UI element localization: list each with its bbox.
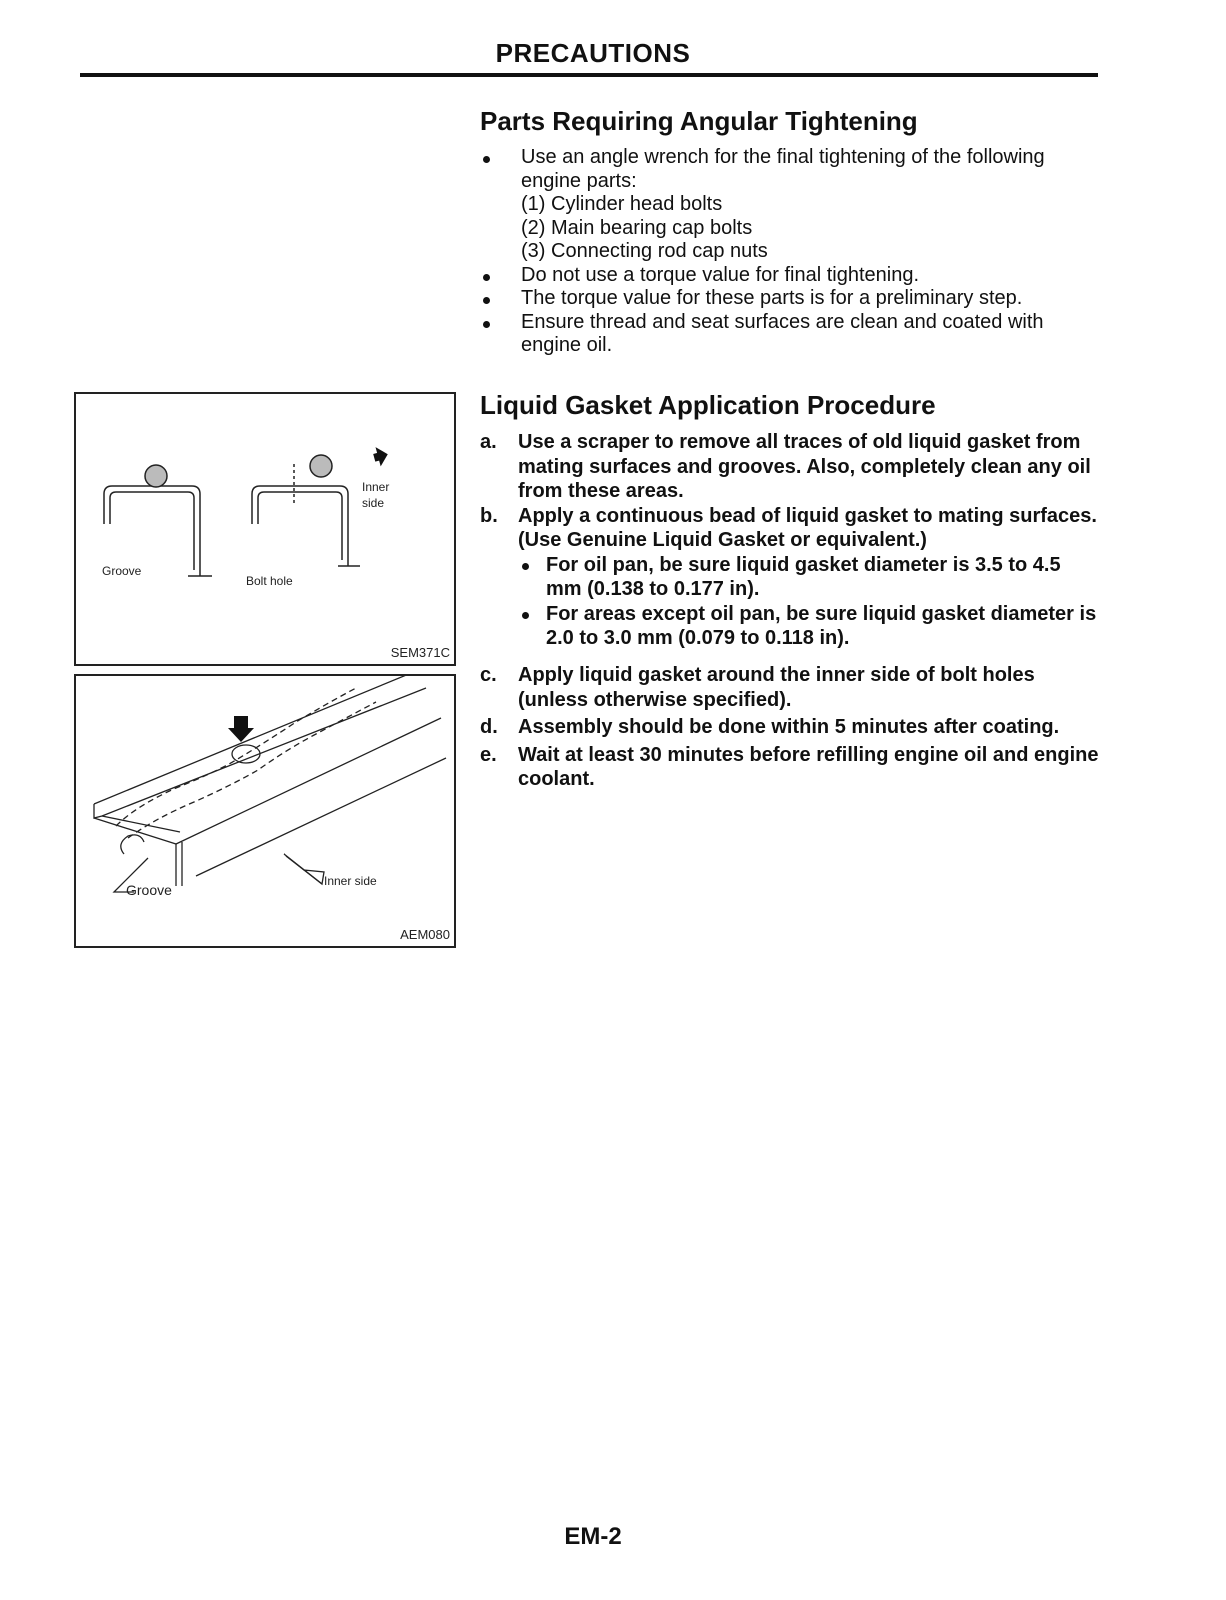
step-text: Assembly should be done within 5 minutes after coating. xyxy=(518,716,1060,738)
arrow-icon xyxy=(372,445,391,468)
sub-item-text: For oil pan, be sure liquid gasket diameter is 3.5 to 4.5 mm (0.138 to 0.177 in). xyxy=(546,553,1061,600)
gasket-bead-drawing xyxy=(76,676,454,946)
figure-gasket-cross-section xyxy=(74,392,456,666)
inner-label-line2: side xyxy=(362,496,385,510)
figure-code: AEM080 xyxy=(400,927,450,942)
figure-code: SEM371C xyxy=(390,645,450,660)
step-letter: d. xyxy=(480,716,498,738)
step-c xyxy=(480,663,1100,712)
sub-item-cylinder-head-bolts: (1) Cylinder head bolts xyxy=(521,193,723,215)
step-letter: c. xyxy=(480,664,497,686)
page-number: EM-2 xyxy=(564,1523,622,1550)
section-title-liquid-gasket: Liquid Gasket Application Procedure xyxy=(480,390,936,420)
step-letter: a. xyxy=(480,431,497,453)
liquid-gasket-steps-top xyxy=(480,430,1100,651)
list-item xyxy=(480,264,1100,288)
step-a xyxy=(480,430,1100,504)
bullet-icon xyxy=(522,563,529,570)
step-text: Wait at least 30 minutes before refilling engine oil and engine coolant. xyxy=(518,743,1099,790)
list-item-text: The torque value for these parts is for a preliminary step. xyxy=(521,287,1023,309)
step-letter: e. xyxy=(480,743,497,766)
inner-side-label: Inner side xyxy=(324,874,377,888)
step-text: Apply liquid gasket around the inner side of bolt holes (unless otherwise specified). xyxy=(518,664,1035,711)
page-header-title: PRECAUTIONS xyxy=(495,38,691,68)
bolt-hole-label: Bolt hole xyxy=(246,574,293,588)
sub-item-text: For areas except oil pan, be sure liquid gasket diameter is 2.0 to 3.0 mm (0.079 to 0.118 in). xyxy=(546,602,1097,649)
sub-item-main-bearing-cap-bolts: (2) Main bearing cap bolts xyxy=(521,216,753,239)
sub-item-other-areas xyxy=(518,602,1100,651)
list-item-text: Do not use a torque value for final tightening. xyxy=(521,263,920,286)
bullet-icon xyxy=(483,274,490,281)
step-letter: b. xyxy=(480,504,498,527)
step-b xyxy=(480,504,1100,651)
step-text: Use a scraper to remove all traces of old liquid gasket from mating surfaces and grooves. Also, completely clean any oil from these areas. xyxy=(518,431,1091,502)
groove-label: Groove xyxy=(126,882,172,898)
sub-item-oil-pan xyxy=(518,553,1100,602)
angular-tightening-list xyxy=(480,146,1100,358)
list-item xyxy=(480,287,1100,311)
step-e xyxy=(480,743,1100,792)
inner-label-line1: Inner xyxy=(362,480,390,494)
bullet-icon xyxy=(483,297,490,304)
header-rule xyxy=(80,73,1098,77)
step-d xyxy=(480,715,1100,740)
bullet-icon xyxy=(522,612,529,619)
groove-label: Groove xyxy=(102,564,142,578)
bullet-icon xyxy=(483,156,490,163)
arrow-down-icon xyxy=(228,716,254,742)
list-item-text: Use an angle wrench for the final tightening of the following engine parts: xyxy=(521,146,1045,192)
list-item-text: Ensure thread and seat surfaces are clean and coated with engine oil. xyxy=(521,310,1044,356)
list-item xyxy=(480,146,1100,264)
section-title-angular-tightening: Parts Requiring Angular Tightening xyxy=(480,106,918,136)
step-b-sub-list xyxy=(518,553,1100,651)
sub-item-connecting-rod-cap-nuts: (3) Connecting rod cap nuts xyxy=(521,240,768,262)
step-text: Apply a continuous bead of liquid gasket to mating surfaces. (Use Genuine Liquid Gasket or equivalent.) xyxy=(518,504,1097,551)
gasket-cross-section-drawing xyxy=(76,394,454,664)
bullet-icon xyxy=(483,321,490,328)
liquid-gasket-steps-bottom xyxy=(480,663,1100,792)
figure-gasket-bead-application xyxy=(74,674,456,948)
list-item xyxy=(480,311,1100,358)
